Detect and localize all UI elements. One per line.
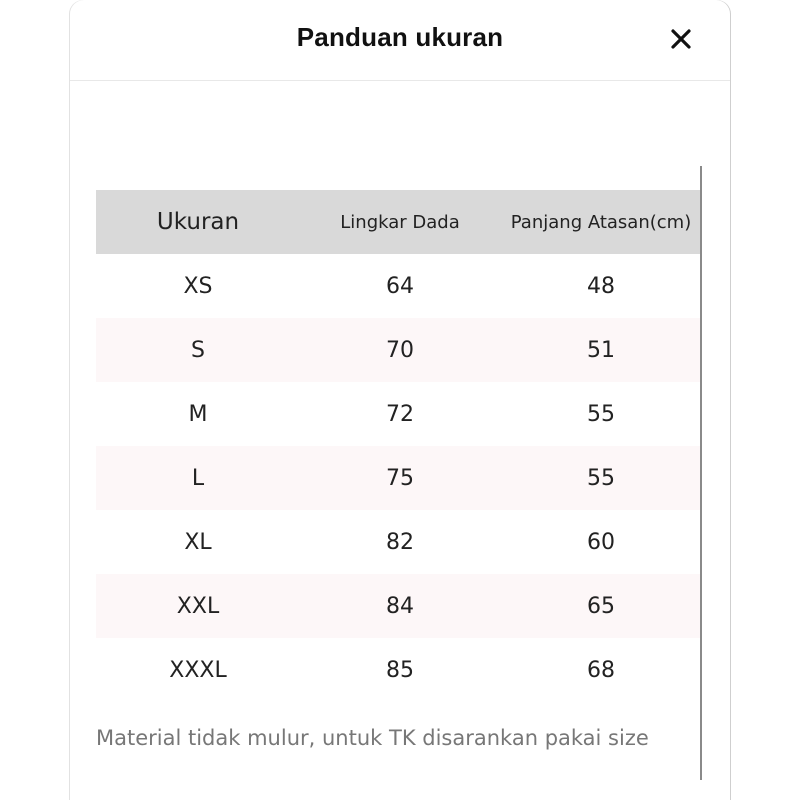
length-cell: 55	[587, 401, 615, 427]
size-chart-image	[96, 190, 702, 710]
sheet-title: Panduan ukuran	[296, 22, 504, 52]
length-cell: 60	[587, 529, 615, 555]
chest-cell: 70	[300, 318, 500, 382]
chest-cell: 64	[386, 273, 414, 299]
sheet-header	[70, 0, 730, 81]
chest-cell: 75	[300, 446, 500, 510]
size-guide-sheet	[70, 0, 730, 800]
length-cell: 68	[587, 657, 615, 683]
table-header-row	[96, 190, 702, 254]
size-cell: L	[96, 446, 300, 510]
chest-cell: 84	[300, 574, 500, 638]
table-row	[96, 446, 702, 510]
chest-cell: 85	[386, 657, 414, 683]
table-row	[96, 510, 702, 574]
size-cell: XS	[183, 273, 213, 299]
table-row	[96, 574, 702, 638]
size-cell: XXXL	[169, 657, 227, 683]
length-cell: 48	[587, 273, 615, 299]
table-row	[96, 638, 702, 702]
close-button[interactable]	[666, 24, 696, 54]
table-row	[96, 254, 702, 318]
image-edge-divider	[700, 166, 702, 780]
column-header-length: Panjang Atasan(cm)	[500, 190, 702, 254]
table-row	[96, 382, 702, 446]
length-cell: 51	[500, 318, 702, 382]
size-cell: S	[96, 318, 300, 382]
column-header-chest: Lingkar Dada	[300, 190, 500, 254]
size-cell: XXL	[96, 574, 300, 638]
size-note: Material tidak mulur, untuk TK disarankan pakai size	[96, 726, 649, 750]
size-cell: M	[188, 401, 208, 427]
chest-cell: 72	[386, 401, 414, 427]
size-table	[96, 190, 702, 702]
length-cell: 65	[500, 574, 702, 638]
column-header-size: Ukuran	[96, 190, 300, 254]
table-row	[96, 318, 702, 382]
close-icon	[666, 24, 696, 54]
length-cell: 55	[500, 446, 702, 510]
size-cell: XL	[184, 529, 212, 555]
chest-cell: 82	[386, 529, 414, 555]
